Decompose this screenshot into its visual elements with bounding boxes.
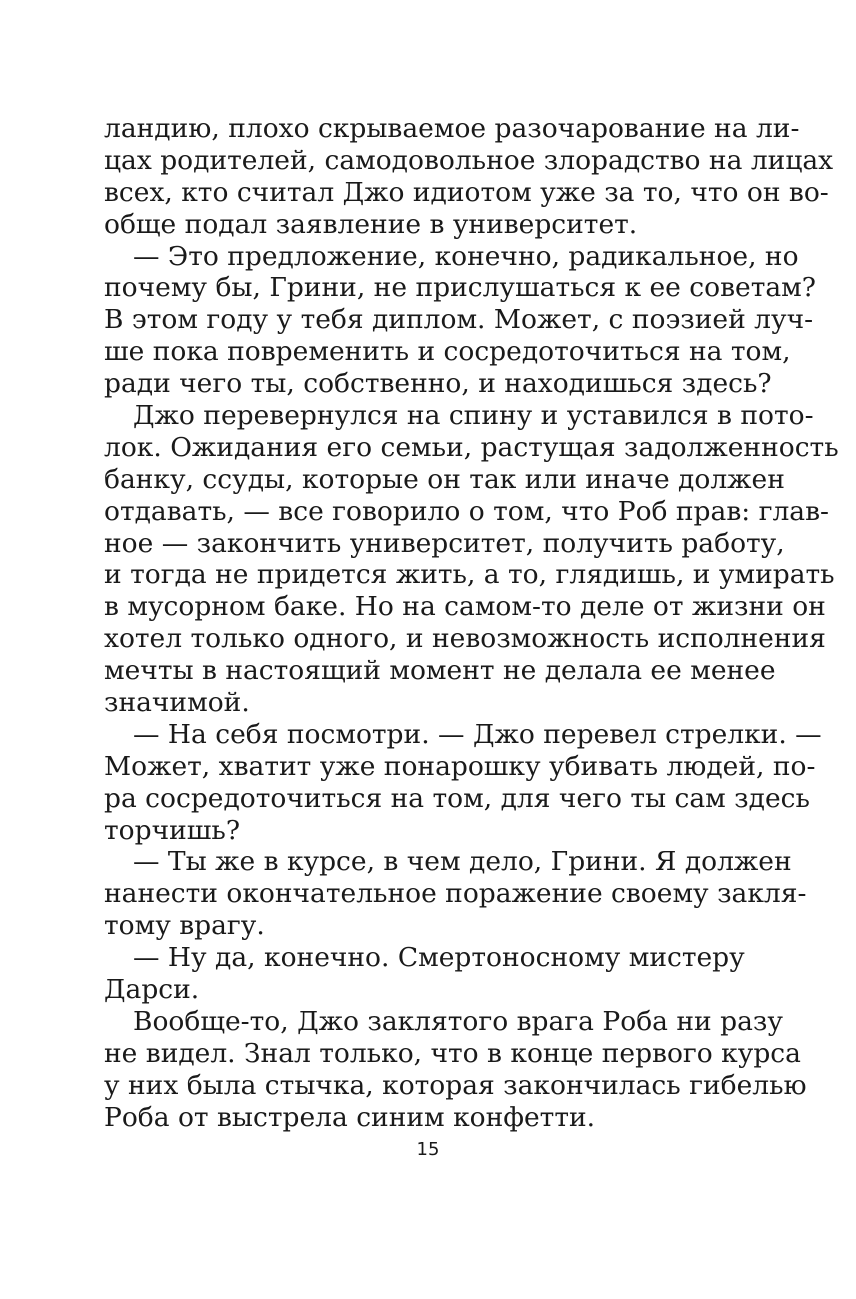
text-line: Роба от выстрела синим конфетти. <box>104 1101 596 1133</box>
text-line: Дарси. <box>104 974 200 1006</box>
text-line: — Ну да, конечно. Смертоносному мистеру <box>133 942 745 974</box>
text-line: — Ты же в курсе, в чем дело, Грини. Я должен <box>133 846 792 878</box>
text-line: не видел. Знал только, что в конце первого курса <box>104 1037 801 1069</box>
text-line: у них была стычка, которая закончилась гибелью <box>104 1069 807 1101</box>
text-line: ное — закончить университет, получить работу, <box>104 527 785 559</box>
text-line: мечты в настоящий момент не делала ее менее <box>104 655 776 687</box>
text-line: и тогда не придется жить, а то, глядишь, и умирать <box>104 559 835 591</box>
text-line: обще подал заявление в университет. <box>104 208 638 240</box>
body-text <box>104 113 839 1134</box>
text-line: Вообще-то, Джо заклятого врага Роба ни разу <box>133 1005 783 1037</box>
text-line: цах родителей, самодовольное злорадство на лицах <box>104 144 834 176</box>
text-line: хотел только одного, и невозможность исполнения <box>104 623 826 655</box>
text-line: тому врагу. <box>104 910 265 942</box>
text-line: ландию, плохо скрываемое разочарование на ли- <box>104 113 800 144</box>
text-line: в мусорном баке. Но на самом-то деле от жизни он <box>104 591 826 623</box>
text-line: Джо перевернулся на спину и уставился в пото- <box>133 400 814 432</box>
text-line: всех, кто считал Джо идиотом уже за то, что он во- <box>104 176 829 208</box>
text-line: ра сосредоточиться на том, для чего ты сам здесь <box>104 782 810 814</box>
text-line: почему бы, Грини, не прислушаться к ее советам? <box>104 272 816 304</box>
text-line: ради чего ты, собственно, и находишься здесь? <box>104 368 772 400</box>
page-number: 15 <box>416 1139 440 1160</box>
text-line: торчишь? <box>104 814 241 846</box>
text-line: — Это предложение, конечно, радикальное, но <box>133 240 799 272</box>
text-line: — На себя посмотри. — Джо перевел стрелки. — <box>133 718 822 750</box>
text-line: отдавать, — все говорило о том, что Роб прав: глав- <box>104 495 829 527</box>
text-line: значимой. <box>104 687 250 719</box>
text-line: нанести окончательное поражение своему закля- <box>104 878 807 910</box>
text-line: В этом году у тебя диплом. Может, с поэзией луч- <box>104 304 814 336</box>
text-line: Может, хватит уже понарошку убивать людей, по- <box>104 750 816 782</box>
text-line: банку, ссуды, которые он так или иначе должен <box>104 463 785 495</box>
text-line: ше пока повременить и сосредоточиться на том, <box>104 336 791 368</box>
text-line: лок. Ожидания его семьи, растущая задолженность <box>104 431 839 463</box>
